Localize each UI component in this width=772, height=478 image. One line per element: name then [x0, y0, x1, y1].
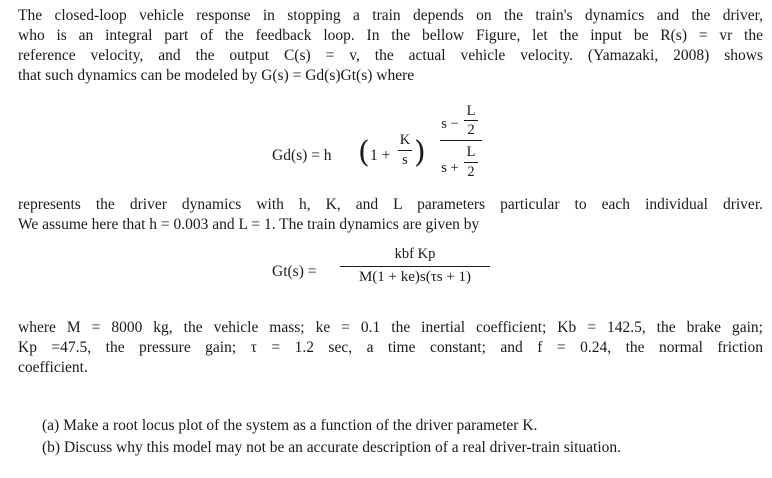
eq1-k-denominator: s [402, 152, 408, 168]
paragraph-intro [18, 6, 763, 86]
eq1-one-plus: 1 + [370, 147, 391, 164]
eq1-k-numerator: K [399, 132, 411, 148]
eq2-lhs: Gt(s) = [272, 263, 317, 280]
eq1-lhs: Gd(s) = h [272, 147, 332, 164]
eq1-top-s: s − [441, 116, 459, 132]
text-line: reference velocity, and the output C(s) = v, the actual vehicle velocity. (Yamazaki, 2008) shows [18, 47, 763, 64]
eq1-open-paren: ( [358, 135, 370, 170]
text-line: who is an integral part of the feedback loop. In the bellow Figure, let the input be R(s) = vr the [18, 27, 763, 44]
eq1-top-2: 2 [467, 122, 475, 138]
eq1-top-L-bar [464, 120, 478, 121]
text-line: The closed-loop vehicle response in stopping a train depends on the train's dynamics and the driver, [18, 7, 763, 24]
text-line: that such dynamics can be modeled by G(s) = Gd(s)Gt(s) where [18, 67, 415, 84]
eq1-top-L: L [466, 103, 476, 119]
eq1-k-bar [398, 150, 412, 151]
eq2-bar [340, 266, 490, 267]
question-b: (b) Discuss why this model may not be an accurate description of a real driver-train situation. [42, 439, 622, 456]
eq1-main-bar [440, 140, 482, 141]
text-line: represents the driver dynamics with h, K, and L parameters particular to each individual driver. [18, 196, 763, 213]
paragraph-driver [18, 195, 763, 235]
eq1-bot-L-bar [464, 162, 478, 163]
eq1-bot-L: L [466, 144, 476, 160]
eq1-bot-s: s + [441, 160, 459, 176]
question-a: (a) Make a root locus plot of the system as a function of the driver parameter K. [42, 417, 538, 434]
text-line: coefficient. [18, 359, 88, 376]
text-line: Kp =47.5, the pressure gain; τ = 1.2 sec, a time constant; and f = 0.24, the normal friction [18, 339, 763, 356]
eq2-denominator: M(1 + ke)s(τs + 1) [358, 269, 472, 285]
eq2-numerator: kbf Kp [394, 246, 436, 262]
eq1-bot-2: 2 [467, 164, 475, 180]
paragraph-parameters [18, 318, 763, 378]
text-line: where M = 8000 kg, the vehicle mass; ke = 0.1 the inertial coefficient; Kb = 142.5, the brake gain; [18, 319, 763, 336]
text-line: We assume here that h = 0.003 and L = 1. The train dynamics are given by [18, 216, 480, 233]
eq1-close-paren: ) [414, 135, 426, 170]
